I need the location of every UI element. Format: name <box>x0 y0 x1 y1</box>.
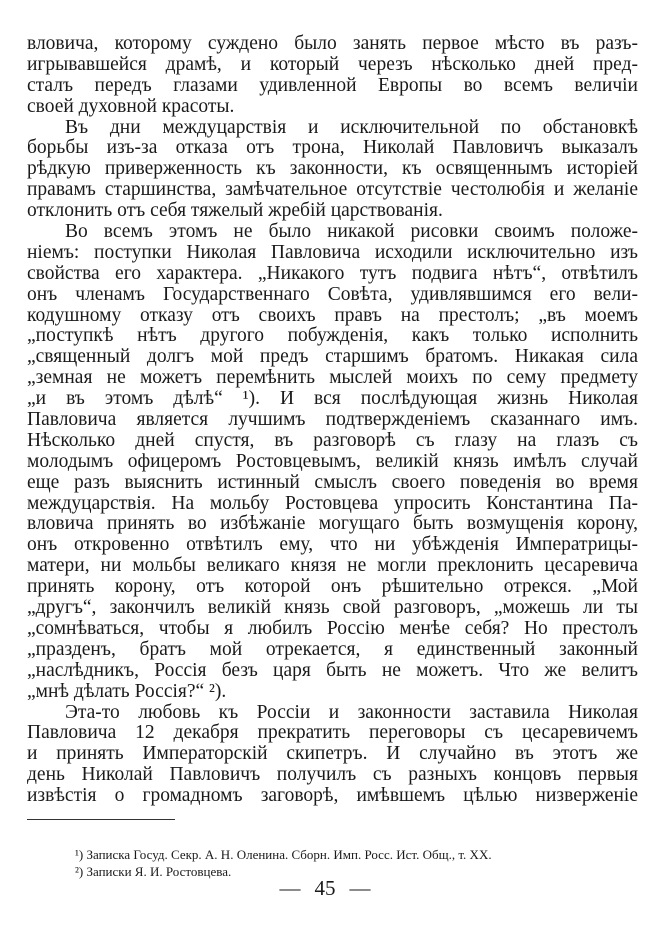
text-line: борьбы изъ-за отказа отъ трона, Николай Павловичъ выказалъ <box>27 137 638 159</box>
text-line: свойства его характера. „Никакого тутъ подвига нѣтъ“, отвѣтилъ <box>27 262 638 284</box>
text-line: Во всемъ этомъ не было никакой рисовки своимъ положе- <box>65 221 638 243</box>
text-line: „другъ“, закончилъ великій князь свой разговоръ, „можешь ли ты <box>27 597 638 619</box>
page-number-dash-right: — <box>349 876 371 900</box>
text-line: отклонить отъ себя тяжелый жребій царствованія. <box>27 200 443 222</box>
text-line: ніемъ: поступки Николая Павловича исходили исключительно изъ <box>27 241 638 263</box>
text-line: еще разъ выяснить истинный смыслъ своего поведенія во время <box>27 471 638 493</box>
page-number-footer <box>0 876 650 901</box>
text-line: „наслѣдникъ, Россія безъ царя быть не можетъ. Что же велитъ <box>27 659 638 681</box>
text-line: сталъ передъ глазами удивленной Европы во всемъ величіи <box>27 74 638 96</box>
text-line: игрывавшейся драмѣ, и который черезъ нѣсколько дней пред- <box>27 53 638 75</box>
page-number: 45 <box>314 876 336 900</box>
text-line: „священный долгъ мой предъ старшимъ братомъ. Никакая сила <box>27 346 638 368</box>
footnotes <box>75 846 492 880</box>
paragraph <box>27 34 638 118</box>
text-line: молодымъ офицеромъ Ростовцевымъ, великій князь имѣлъ случай <box>27 450 638 472</box>
text-line: извѣстія о громадномъ заговорѣ, имѣвшемъ цѣлью низверженіе <box>27 785 638 807</box>
text-line: Павловича 12 декабря прекратить переговоры съ цесаревичемъ <box>27 722 638 744</box>
page-number-dash-left: — <box>279 876 301 900</box>
text-line: принять корону, отъ которой онъ рѣшительно отрекся. „Мой <box>27 576 638 598</box>
text-line: Павловича является лучшимъ подтвержденіемъ сказаннаго имъ. <box>27 409 638 431</box>
text-line: и принять Императорскій скипетръ. И случайно въ этотъ же <box>27 743 638 765</box>
footnote-2: ²) Записки Я. И. Ростовцева. <box>75 864 232 879</box>
text-line: „празденъ, братъ мой отрекается, я единственный законный <box>27 638 638 660</box>
text-line: „и въ этомъ дѣлѣ“ ¹). И вся послѣдующая жизнь Николая <box>27 388 638 410</box>
text-line: вловича принять во избѣжаніе могущаго быть возмущенія корону, <box>27 513 638 535</box>
text-line: матери, ни мольбы великаго князя не могли преклонить цесаревича <box>27 555 638 577</box>
paragraph <box>27 118 638 222</box>
text-line: рѣдкую приверженность къ законности, къ освященнымъ исторіей <box>27 158 638 180</box>
text-line: Нѣсколько дней спустя, въ разговорѣ съ глазу на глазъ съ <box>27 429 638 451</box>
text-line: междуцарствія. На мольбу Ростовцева упросить Константина Па- <box>27 492 638 514</box>
text-line: онъ откровенно отвѣтилъ ему, что ни убѣжденія Императрицы- <box>27 534 638 556</box>
text-line: Эта-то любовь къ Россіи и законности заставила Николая <box>65 701 638 723</box>
text-line: „поступкѣ нѣтъ другого побужденія, какъ только исполнить <box>27 325 638 347</box>
text-line: день Николай Павловичъ получилъ съ разныхъ концовъ первыя <box>27 764 638 786</box>
footnote-divider <box>27 819 175 820</box>
text-line: правамъ старшинства, замѣчательное отсутствіе честолюбія и желаніе <box>27 179 638 201</box>
paragraph <box>27 703 638 807</box>
text-line: вловича, которому суждено было занять первое мѣсто въ разъ- <box>27 33 638 54</box>
text-line: онъ членамъ Государственнаго Совѣта, удивлявшимся его вели- <box>27 283 638 305</box>
text-line: „земная не можетъ перемѣнить мыслей моихъ по сему предмету <box>27 367 638 389</box>
paragraph <box>27 222 638 702</box>
footnote-1: ¹) Записка Госуд. Секр. А. Н. Оленина. Сборн. Имп. Росс. Ист. Общ., т. XX. <box>75 847 492 862</box>
text-line: своей духовной красоты. <box>27 95 235 117</box>
text-line: Въ дни междуцарствія и исключительной по обстановкѣ <box>65 116 638 138</box>
text-line: „сомнѣваться, чтобы я любилъ Россію менѣе себя? Но престолъ <box>27 617 638 639</box>
text-line: „мнѣ дѣлать Россія?“ ²). <box>27 680 227 702</box>
text-line: кодушному отказу отъ своихъ правъ на престолъ; „въ моемъ <box>27 304 638 326</box>
body-text <box>27 34 638 807</box>
